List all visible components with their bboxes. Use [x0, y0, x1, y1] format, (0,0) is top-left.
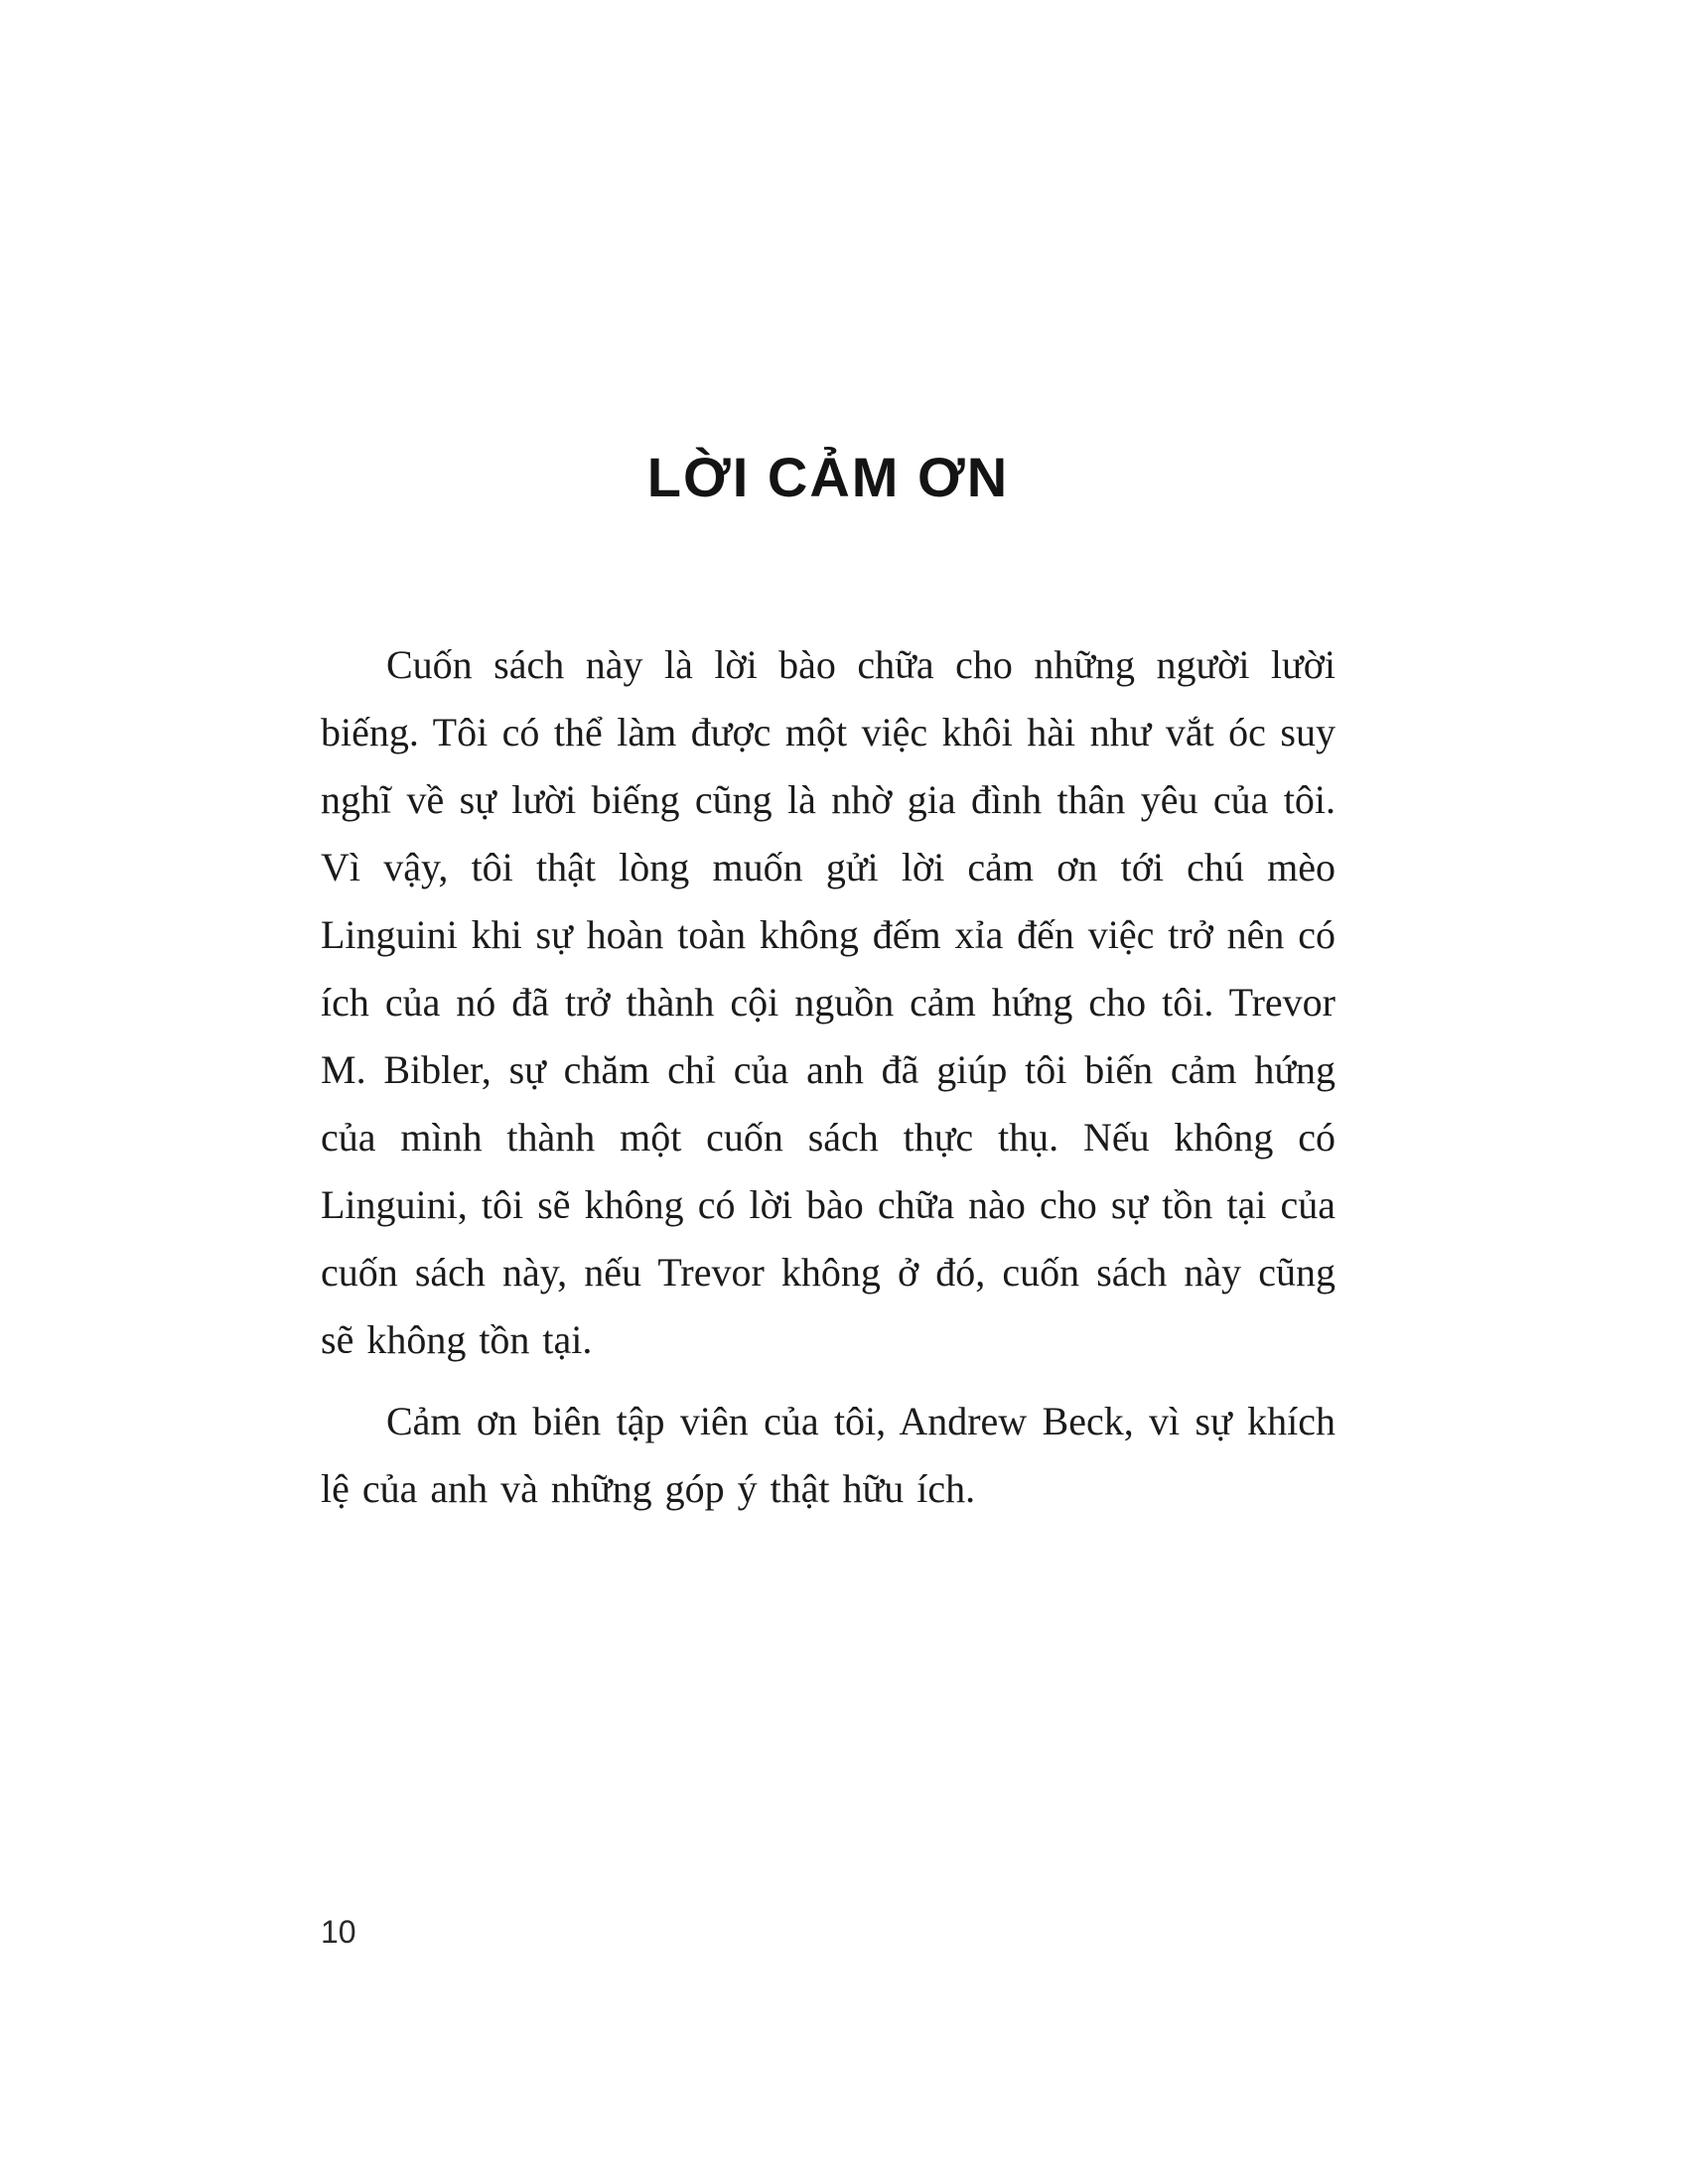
paragraph-editor-thanks: Cảm ơn biên tập viên của tôi, Andrew Beck, vì sự khích lệ của anh và những góp ý thật hữu ích.	[321, 1399, 1336, 1511]
chapter-title: LỜI CẢM ƠN	[646, 446, 1010, 508]
body-text	[321, 631, 1336, 1523]
page-number: 10	[321, 1914, 356, 1950]
paragraph-acknowledgement: Cuốn sách này là lời bào chữa cho những người lười biếng. Tôi có thể làm được một việc khôi hài như vắt óc suy nghĩ về sự lười biếng cũng là nhờ gia đình thân yêu của tôi. Vì vậy, tôi thật lòng muốn gửi lời cảm ơn tới chú mèo Linguini khi sự hoàn toàn không đếm xỉa đến việc trở nên có ích của nó đã trở thành cội nguồn cảm hứng cho tôi. Trevor M. Bibler, sự chăm chỉ của anh đã giúp tôi biến cảm hứng của mình thành một cuốn sách thực thụ. Nếu không có Linguini, tôi sẽ không có lời bào chữa nào cho sự tồn tại của cuốn sách này, nếu Trevor không ở đó, cuốn sách này cũng sẽ không tồn tại.	[321, 642, 1336, 1362]
